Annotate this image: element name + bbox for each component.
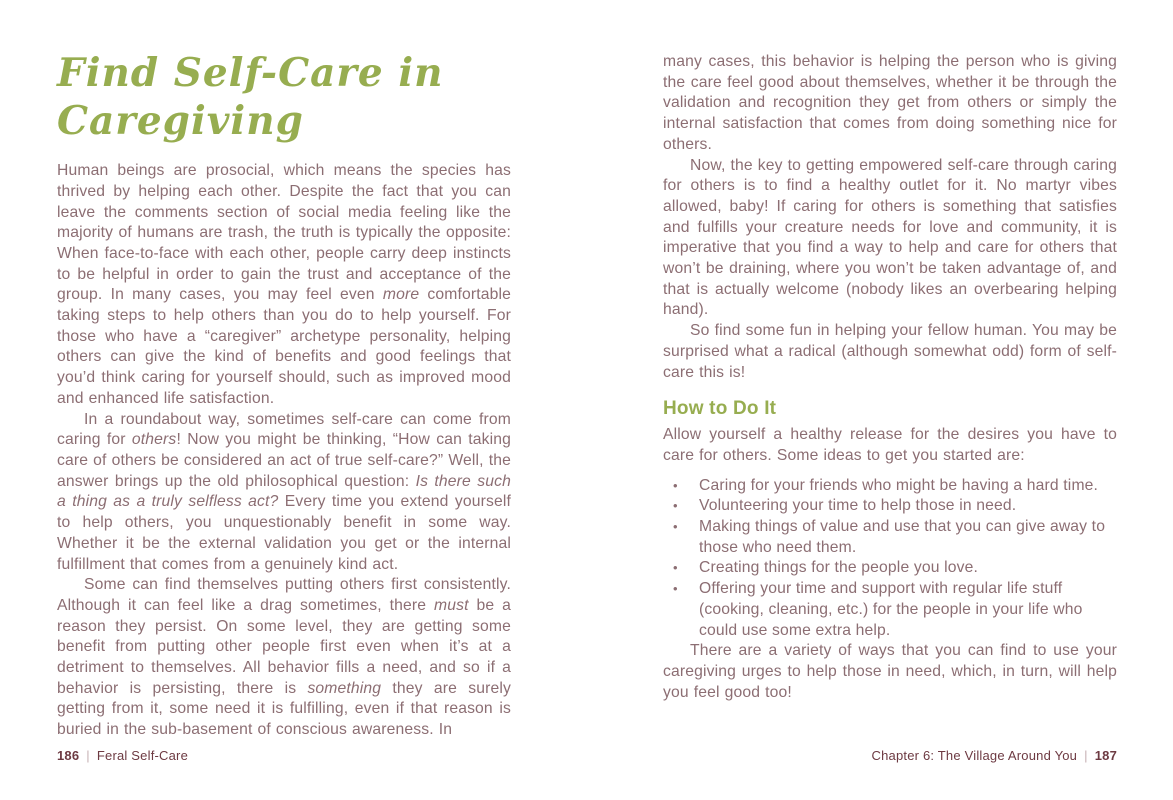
paragraph: many cases, this behavior is helping the person who is giving the care feel good about themselves, whether it be through the validation and recognition they get from others or simply the internal satisfaction that comes from doing something nice for others.	[663, 53, 1117, 153]
page-number: 186	[57, 748, 80, 763]
right-page-body	[663, 52, 1117, 703]
section-heading-how-to-do-it: How to Do It	[663, 398, 777, 420]
closing-paragraph: There are a variety of ways that you can find to use your caregiving urges to help those in need, which, in turn, will help you feel good too!	[663, 642, 1117, 701]
bullet-icon: •	[673, 477, 678, 493]
paragraph: Some can find themselves putting others first consistently. Although it can feel like a drag sometimes, there must be a reason they persist. On some level, they are getting some benefit from putting other people first even when it’s at a detriment to themselves. All behavior fills a need, and so if a behavior is persisting, there is something they are surely getting from it, some need it is fulfilling, even if that reason is buried in the sub-basement of conscious awareness. In	[57, 576, 511, 739]
footer-separator: |	[86, 748, 90, 763]
left-page-footer	[57, 748, 188, 763]
chapter-title-line-1: Find Self-Care in	[57, 50, 444, 96]
section-intro: Allow yourself a healthy release for the desires you have to care for others. Some ideas to get you started are:	[663, 426, 1117, 464]
left-page	[57, 50, 511, 741]
right-page-footer	[872, 748, 1118, 763]
list-item-text: Creating things for the people you love.	[699, 559, 978, 577]
left-page-body	[57, 161, 511, 741]
running-head-chapter: Chapter 6: The Village Around You	[871, 748, 1078, 763]
list-item	[669, 579, 1117, 641]
page-number: 187	[1094, 748, 1117, 763]
chapter-title-line-2: Caregiving	[57, 97, 304, 144]
paragraph: Now, the key to getting empowered self-care through caring for others is to find a healthy outlet for it. No martyr vibes allowed, baby! If caring for others is something that satisfies and fulfills your creature needs for love and community, it is imperative that you find a way to help and care for others that won’t be draining, where you won’t be taken advantage of, and that is actually welcome (nobody likes an overbearing helping hand).	[663, 156, 1117, 319]
paragraph: So find some fun in helping your fellow human. You may be surprised what a radical (although somewhat odd) form of self-care this is!	[663, 322, 1117, 381]
list-item-text: Caring for your friends who might be having a hard time.	[699, 476, 1099, 494]
list-item	[669, 517, 1117, 558]
chapter-title	[57, 50, 511, 145]
list-item	[669, 496, 1117, 517]
paragraph: Human beings are prosocial, which means the species has thrived by helping each other. Despite the fact that you can leave the comments section of social media feeling like the majority of humans are trash, the truth is typically the opposite: When face-to-face with each other, people carry deep instincts to be helpful in order to gain the trust and acceptance of the group. In many cases, you may feel even more comfortable taking steps to help others than you do to help yourself. For those who have a “caregiver” archetype personality, helping others can give the kind of benefits and good feelings that you’d think caring for yourself should, such as improved mood and enhanced life satisfaction.	[57, 162, 512, 407]
list-item-text: Offering your time and support with regular life stuff (cooking, cleaning, etc.) for the people in your life who could use some extra help.	[699, 580, 1083, 639]
list-item	[669, 558, 1117, 579]
running-head-book-title: Feral Self-Care	[96, 748, 189, 763]
list-item-text: Volunteering your time to help those in need.	[699, 497, 1017, 515]
list-item-text: Making things of value and use that you can give away to those who need them.	[699, 518, 1106, 556]
list-item	[669, 476, 1117, 497]
bullet-icon: •	[673, 498, 678, 514]
bullet-icon: •	[673, 560, 678, 576]
footer-separator: |	[1084, 748, 1088, 763]
paragraph: In a roundabout way, sometimes self-care can come from caring for others! Now you might be thinking, “How can taking care of others be considered an act of true self-care?” Well, the answer brings up the old philosophical question: Is there such a thing as a truly selfless act? Every time you extend yourself to help others, you unquestionably benefit in some way. Whether it be the external validation you get or the internal fulfillment that comes from a genuinely kind act.	[57, 410, 512, 573]
bullet-icon: •	[673, 519, 678, 535]
bullet-icon: •	[673, 581, 678, 597]
ideas-list	[663, 476, 1117, 642]
right-page	[663, 52, 1117, 703]
